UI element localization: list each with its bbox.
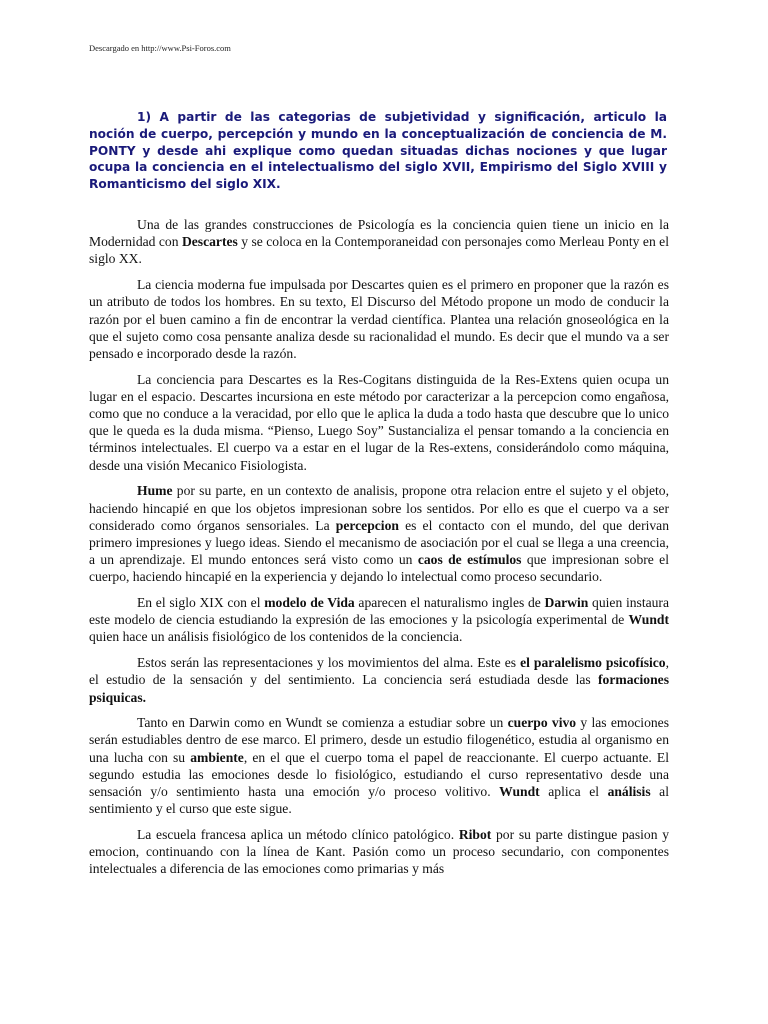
- bold-term: ambiente: [190, 749, 244, 765]
- body-paragraph: [89, 276, 669, 362]
- text-run: que impresionan sobre el cuerpo, haciendo hincapié en la experiencia y dejando lo intelectual como proceso secundario.: [89, 552, 669, 585]
- bold-term: el paralelismo psicofísico: [520, 655, 666, 671]
- text-run: quien instaura este modelo de ciencia estudiando la expresión de las emociones y la psicología experimental de: [89, 595, 669, 628]
- bold-term: Wundt: [499, 784, 540, 800]
- text-run: por su parte, en un contexto de analisis, propone otra relacion entre el sujeto y el objeto, haciendo hincapié en que los objetos impresionan sobre los sentidos. Por ello es que el cuerpo va a ser considerado como órganos sensoriales. La: [89, 483, 669, 533]
- text-run: En el siglo XIX con el: [137, 595, 265, 611]
- bold-term: formaciones psiquicas.: [89, 672, 669, 705]
- bold-term: Darwin: [544, 595, 589, 611]
- body-paragraph: [89, 654, 669, 706]
- document-body: [89, 216, 669, 886]
- bold-term: caos de estímulos: [417, 552, 522, 568]
- text-run: La escuela francesa aplica un método clínico patológico.: [137, 827, 459, 842]
- text-run: aplica el: [539, 784, 608, 800]
- body-paragraph: [89, 216, 669, 268]
- text-run: , en el que el cuerpo toma el papel de reaccionante. El cuerpo actuante. El segundo estudia las emociones desde lo fisiológico, estudiando el curso representativo desde una sensación y/o sentimiento hasta una emoción y/o proceso volitivo.: [89, 749, 669, 800]
- text-run: Una de las grandes construcciones de Psicología es la conciencia quien tiene un inicio en la Modernidad con: [89, 217, 669, 250]
- bold-term: análisis: [607, 784, 651, 800]
- body-paragraph: [89, 371, 669, 474]
- question-heading: 1) A partir de las categorias de subjetividad y significación, articulo la noción de cuerpo, percepción y mundo en la conceptualización de conciencia de M. PONTY y desde ahi explique como quedan situadas dichas nociones y que lugar ocupa la conciencia en el intelectualismo del siglo XVII, Empirismo del Siglo XVIII y Romanticismo del siglo XIX.: [89, 110, 667, 192]
- text-run: al sentimiento y el curso que este sigue.: [89, 784, 669, 817]
- text-run: Tanto en Darwin como en Wundt se comienza a estudiar sobre un: [137, 715, 508, 731]
- body-paragraph: [89, 826, 669, 878]
- text-run: La conciencia para Descartes es la Res-Cogitans distinguida de la Res-Extens quien ocupa un lugar en el espacio. Descartes incursiona en este método por caracterizar a la percepcion como engañosa, como que no conduce a la veracidad, por ello que le aplica la duda a todo hasta que descubre que lo unico que le queda es la duda misma. “Pienso, Luego Soy” Sustancializa el pensar tomando a la conciencia en términos intelectuales. El cuerpo va a estar en el lugar de la Res-extens, considerándolo como máquina, desde una visión Mecanico Fisiologista.: [89, 371, 669, 473]
- text-run: La ciencia moderna fue impulsada por Descartes quien es el primero en proponer que la razón es un atributo de todos los hombres. En su texto, El Discurso del Método propone un modo de conducir la razón por el buen camino a fin de encontrar la verdad científica. Plantea una relación gnoseológica en la que el sujeto como cosa pensante analiza desde su racionalidad el mundo. Es decir que el mundo va a ser pensado e incorporado desde la razón.: [89, 277, 669, 361]
- text-run: y se coloca en la Contemporaneidad con personajes como Merleau Ponty en el siglo XX.: [89, 234, 669, 267]
- text-run: Estos serán las representaciones y los movimientos del alma. Este es: [137, 655, 521, 671]
- text-run: , el estudio de la sensación y del sentimiento. La conciencia será estudiada desde las: [89, 655, 669, 688]
- body-paragraph: [89, 482, 669, 585]
- text-run: por su parte distingue pasion y emocion, continuando con la línea de Kant. Pasión como un proceso secundario, con componentes intelectuales a diferencia de las emociones como primarias y más: [89, 827, 670, 877]
- bold-term: percepcion: [335, 517, 399, 533]
- bold-term: Descartes: [181, 234, 238, 250]
- body-paragraph: [89, 594, 669, 646]
- body-paragraph: [89, 714, 669, 817]
- source-header: Descargado en http://www.Psi-Foros.com: [89, 43, 231, 53]
- bold-term: modelo de Vida: [264, 595, 355, 611]
- bold-term: cuerpo vivo: [507, 715, 577, 731]
- bold-term: Wundt: [628, 612, 669, 628]
- text-run: quien hace un análisis fisiológico de los contenidos de la conciencia.: [89, 629, 463, 645]
- bold-term: Ribot: [458, 827, 492, 842]
- bold-term: Hume: [137, 483, 173, 499]
- text-run: aparecen el naturalismo ingles de: [354, 595, 545, 611]
- text-run: y las emociones serán estudiables dentro de ese marco. El primero, desde un estudio filogenético, estudia al organismo en una lucha con su: [89, 715, 669, 765]
- text-run: es el contacto con el mundo, del que derivan primero impresiones y luego ideas. Siendo el mecanismo de asociación por el cual se llega a una creencia, a un aprendizaje. El mundo entonces será visto como un: [89, 517, 670, 568]
